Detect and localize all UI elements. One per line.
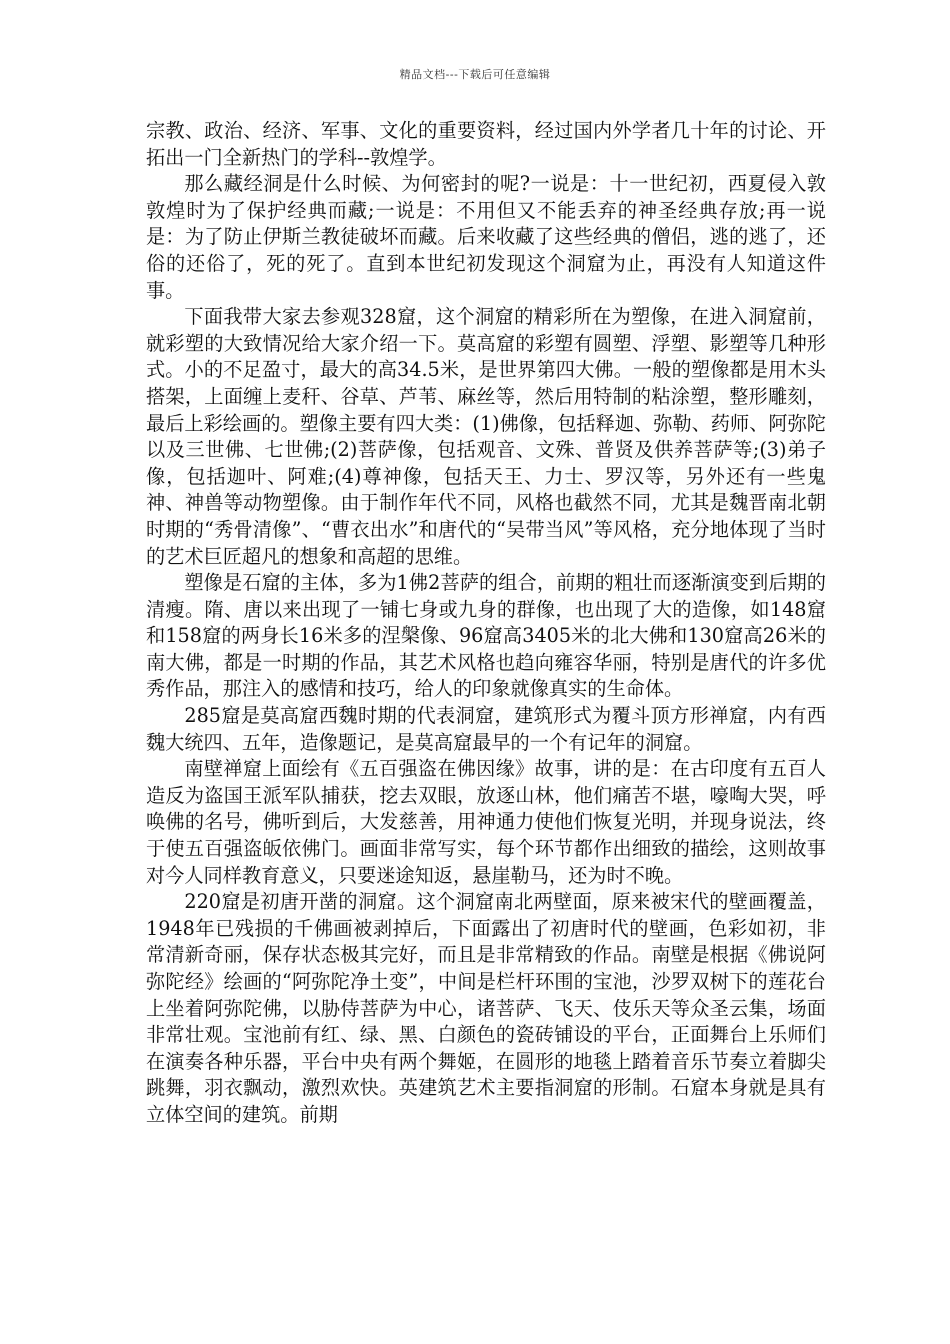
document-body xyxy=(146,118,826,1129)
paragraph-cave-285: 285窟是莫高窟西魏时期的代表洞窟，建筑形式为覆斗顶方形禅窟，内有西魏大统四、五年，造像题记，是莫高窟最早的一个有记年的洞窟。 xyxy=(146,704,826,754)
paragraph-cave-328-sculptures: 下面我带大家去参观328窟，这个洞窟的精彩所在为塑像，在进入洞窟前，就彩塑的大致情况给大家介绍一下。莫高窟的彩塑有圆塑、浮塑、影塑等几种形式。小的不足盈寸，最大的高34.5米，是世界第四大佛。一般的塑像都是用木头搭架，上面缠上麦秆、谷草、芦苇、麻丝等，然后用特制的粘涂塑，整形雕刻，最后上彩绘画的。塑像主要有四大类：(1)佛像，包括释迦、弥勒、药师、阿弥陀以及三世佛、七世佛;(2)菩萨像，包括观音、文殊、普贤及供养菩萨等;(3)弟子像，包括迦叶、阿难;(4)尊神像，包括天王、力士、罗汉等，另外还有一些鬼神、神兽等动物塑像。由于制作年代不同，风格也截然不同，尤其是魏晋南北朝时期的“秀骨清像”、“曹衣出水”和唐代的“吴带当风”等风格，充分地体现了当时的艺术巨匠超凡的想象和高超的思维。 xyxy=(146,305,826,568)
paragraph-five-hundred-bandits: 南壁禅窟上面绘有《五百强盗在佛因缘》故事，讲的是：在古印度有五百人造反为盗国王派军队捕获，挖去双眼，放逐山林，他们痛苦不堪，嚎啕大哭，呼唤佛的名号，佛听到后，大发慈善，用神通力使他们恢复光明，并现身说法，终于使五百强盗皈依佛门。画面非常写实，每个环节都作出细致的描绘，这则故事对今人同样教育意义，只要迷途知返，悬崖勒马，还为时不晚。 xyxy=(146,757,826,887)
page-header: 精品文档---下载后可任意编辑 xyxy=(399,68,551,81)
paragraph-sculpture-evolution: 塑像是石窟的主体，多为1佛2菩萨的组合，前期的粗壮而逐渐演变到后期的清瘦。隋、唐以来出现了一铺七身或九身的群像，也出现了大的造像，如148窟和158窟的两身长16米多的涅槃像、96窟高3405米的北大佛和130窟高26米的南大佛，都是一时期的作品，其艺术风格也趋向雍容华丽，特别是唐代的许多优秀作品，那注入的感情和技巧，给人的印象就像真实的生命体。 xyxy=(146,571,826,701)
paragraph-sutra-cave-sealing: 那么藏经洞是什么时候、为何密封的呢?一说是：十一世纪初，西夏侵入敦敦煌时为了保护经典而藏;一说是：不用但又不能丢弃的神圣经典存放;再一说是：为了防止伊斯兰教徒破坏而藏。后来收藏了这些经典的僧侣，逃的逃了，还俗的还俗了，死的死了。直到本世纪初发现这个洞窟为止，再没有人知道这件事。 xyxy=(146,172,826,302)
paragraph-cave-220: 220窟是初唐开凿的洞窟。这个洞窟南北两壁面，原来被宋代的壁画覆盖，1948年已残损的千佛画被剥掉后，下面露出了初唐时代的壁画，色彩如初，非常清新奇丽，保存状态极其完好，而且是非常精致的作品。南壁是根据《佛说阿弥陀经》绘画的“阿弥陀净土变”，中间是栏杆环围的宝池，沙罗双树下的莲花台上坐着阿弥陀佛，以胁侍菩萨为中心，诸菩萨、飞天、伎乐天等众圣云集，场面非常壮观。宝池前有红、绿、黑、白颜色的瓷砖铺设的平台，正面舞台上乐师们在演奏各种乐器，平台中央有两个舞姬，在圆形的地毯上踏着音乐节奏立着脚尖跳舞，羽衣飘动，激烈欢快。英建筑艺术主要指洞窟的形制。石窟本身就是具有立体空间的建筑。前期 xyxy=(146,890,826,1126)
paragraph-continuation: 宗教、政治、经济、军事、文化的重要资料，经过国内外学者几十年的讨论、开拓出一门全新热门的学科--敦煌学。 xyxy=(146,119,826,169)
